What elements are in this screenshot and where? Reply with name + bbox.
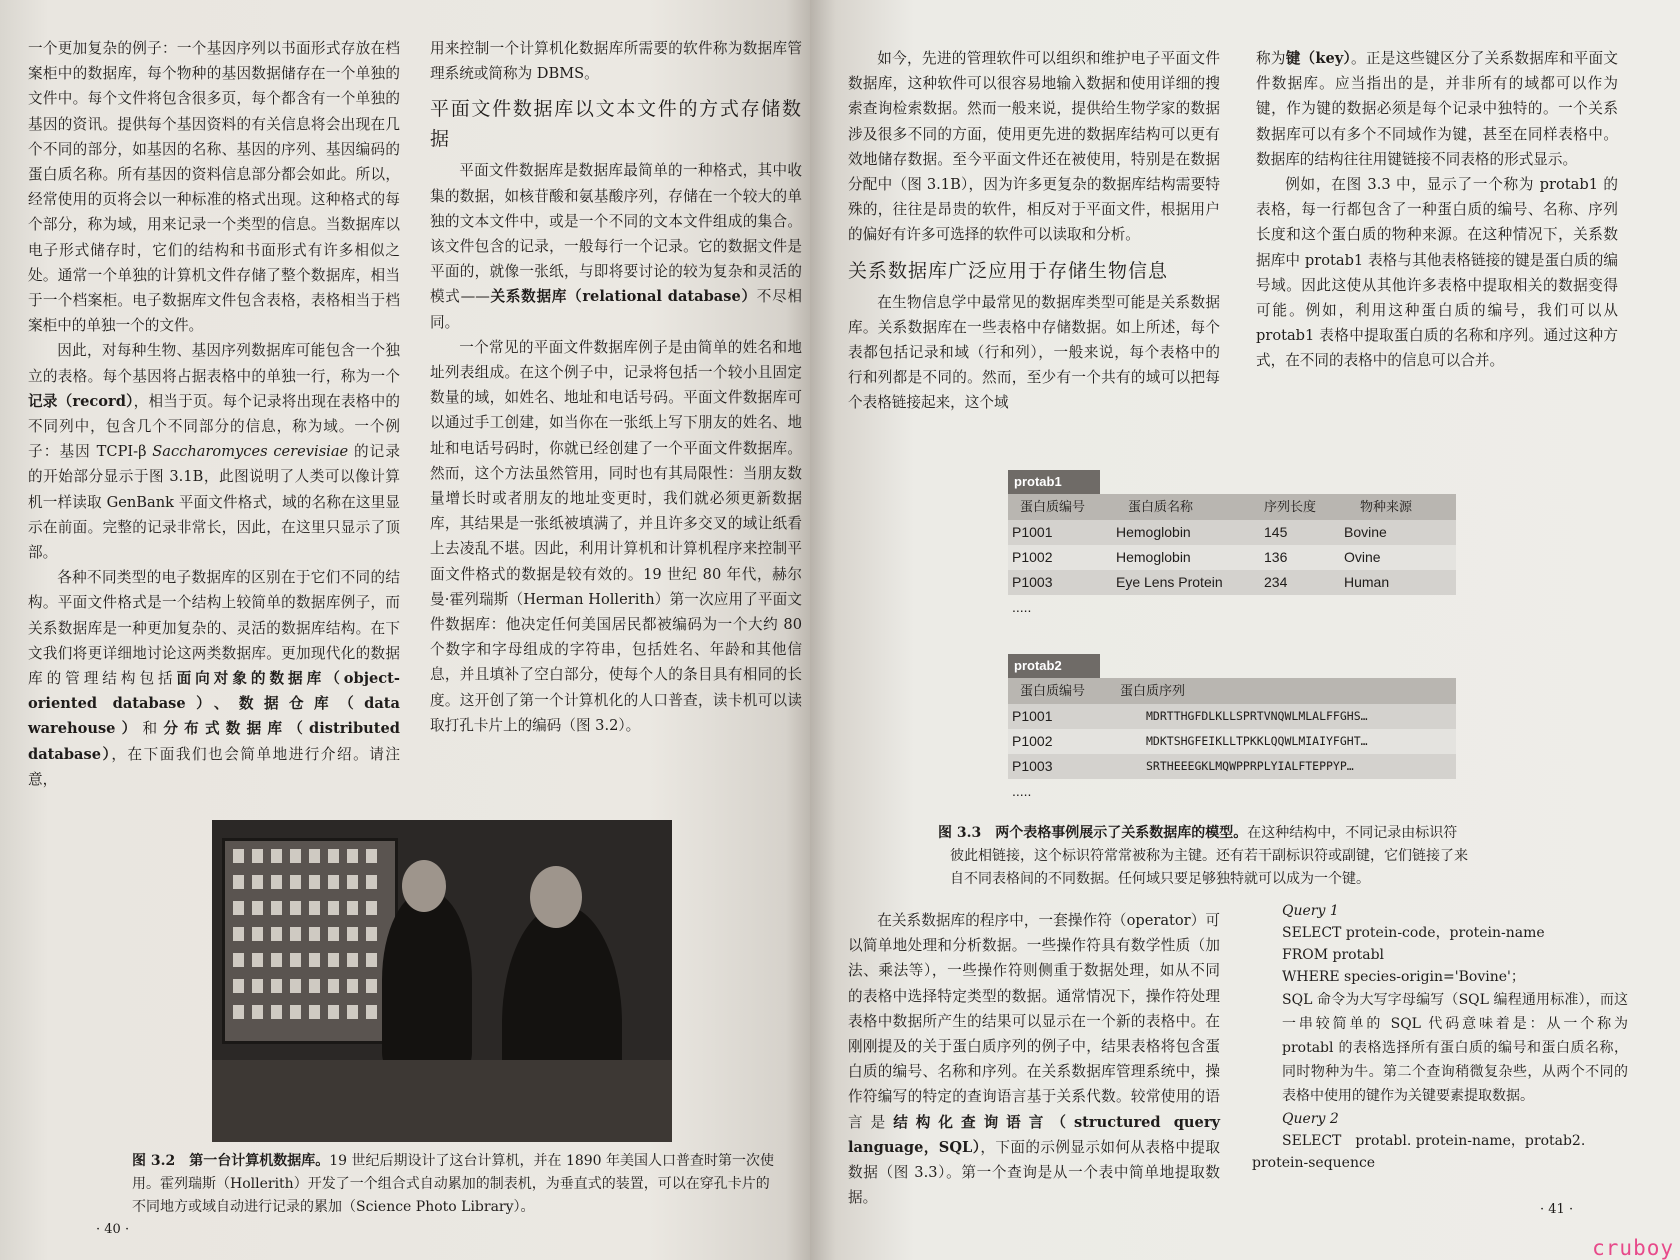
bold-term: 面向对象的数据库（object-oriented database）、数据仓库（data warehouse） — [28, 670, 400, 738]
cabinet-drawer — [347, 979, 358, 993]
cabinet-drawer — [309, 901, 320, 915]
table-row: P1003 Eye Lens Protein 234 Human — [1008, 570, 1456, 595]
left-page-column-1 — [28, 36, 400, 792]
paragraph: 用来控制一个计算机化数据库所需要的软件称为数据库管理系统或简称为 DBMS。 — [430, 40, 802, 83]
cabinet-drawer — [366, 901, 377, 915]
paragraph: 一个更加复杂的例子：一个基因序列以书面形式存放在档案柜中的数据库，每个物种的基因数据储存在一个单独的文件中。每个文件将包含很多页，每个都含有一个单独的基因的资讯。提供每个基因资料的有关信息将会出现在几个不同的部分，如基因的名称、基因的序列、基因编码的蛋白质名称。所有基因的资料信息部分都会如此。所以，经常使用的页将会以一种标准的格式出现。这种格式的每个部分，称为域，用来记录一个类型的信息。当数据库以电子形式储存时，它们的结构和书面形式有许多相似之处。通常一个单独的计算机文件存储了整个数据库，相当于一个档案柜。电子数据库文件包含表格，表格相当于档案柜中的单独一个的文件。 — [28, 40, 400, 335]
person-head — [402, 860, 446, 912]
column-header: 序列长度 — [1264, 499, 1317, 514]
cabinet-drawer — [271, 927, 282, 941]
cabinet-drawer — [290, 979, 301, 993]
section-heading: 关系数据库广泛应用于存储生物信息 — [848, 259, 1169, 282]
table-row-ellipsis: ..... — [1012, 599, 1032, 615]
bold-term: 记录（record） — [28, 392, 134, 410]
tabulator-cabinet — [222, 838, 398, 1044]
cabinet-drawer — [309, 849, 320, 863]
table-name-tab: protab2 — [1008, 654, 1100, 678]
left-page — [0, 0, 810, 1260]
italic-species: Saccharomyces cerevisiae — [152, 443, 349, 461]
table-row: P1002 MDKTSHGFEIKLLTPKKLQQWLMIAIYFGHT… — [1008, 729, 1456, 754]
cabinet-drawer — [347, 927, 358, 941]
cabinet-drawer — [252, 953, 263, 967]
cabinet-drawer — [271, 953, 282, 967]
cabinet-drawer — [252, 901, 263, 915]
cabinet-drawer — [347, 875, 358, 889]
caption-label: 图 3.2 第一台计算机数据库。 — [132, 1153, 330, 1169]
cabinet-drawer — [328, 901, 339, 915]
page-number: · 40 · — [96, 1222, 130, 1237]
caption-label: 图 3.3 两个表格事例展示了关系数据库的模型。 — [938, 825, 1248, 841]
code-line: SELECT protabl. protein-name，protab2. — [1282, 1133, 1586, 1149]
cabinet-drawer — [347, 1005, 358, 1019]
figure-3-2-caption: 图 3.2 第一台计算机数据库。19 世纪后期设计了这台计算机，并在 1890 年美国人口普查时第一次使用。霍列瑞斯（Hollerith）开发了一个组合式自动累加的制表机，为垂直式的装置，可以在穿孔卡片的不同地方或域自动进行记录的累加（Science Photo Library）。 — [132, 1153, 775, 1215]
cabinet-drawer — [252, 979, 263, 993]
table-row: P1002 Hemoglobin 136 Ovine — [1008, 545, 1456, 570]
table-name-tab: protab1 — [1008, 470, 1100, 494]
bold-term: 关系数据库（relational database） — [489, 288, 757, 306]
paragraph: 例如，在图 3.3 中，显示了一个称为 protab1 的表格，每一行都包含了一种蛋白质的编号、名称、序列长度和这个蛋白质的物种来源。在这种情况下，关系数据库中 protab1 表格与其他表格链接的键是蛋白质的编号域。因此这使从其他许多表格中提取相关的数据变得可能。例如，利用这种蛋白质的编号，我们可以从 protab1 表格中提取蛋白质的名称和序列。通过这种方式，在不同的表格中的信息可以合并。 — [1256, 176, 1618, 370]
column-header: 蛋白质序列 — [1120, 683, 1186, 698]
protab1-table — [1008, 470, 1456, 625]
protab2-table — [1008, 654, 1456, 809]
cabinet-drawer — [309, 953, 320, 967]
cabinet-drawer — [366, 849, 377, 863]
column-header: 蛋白质编号 — [1020, 499, 1086, 514]
cabinet-drawer — [328, 875, 339, 889]
cabinet-drawer — [290, 901, 301, 915]
cabinet-drawer — [309, 927, 320, 941]
cabinet-drawer — [328, 1005, 339, 1019]
cabinet-drawer — [328, 849, 339, 863]
sql-query-block — [1252, 900, 1628, 1174]
cabinet-drawer — [233, 849, 244, 863]
table-row-ellipsis: ..... — [1012, 783, 1032, 799]
right-page-column-1 — [848, 46, 1220, 416]
table-row: P1001 Hemoglobin 145 Bovine — [1008, 520, 1456, 545]
cabinet-drawer — [366, 875, 377, 889]
cabinet-drawer — [252, 927, 263, 941]
person-head — [530, 866, 582, 928]
watermark-text: cruboy — [1592, 1236, 1674, 1260]
cabinet-drawer — [271, 849, 282, 863]
cabinet-drawer — [347, 901, 358, 915]
cabinet-drawer — [233, 875, 244, 889]
cabinet-drawer — [328, 953, 339, 967]
cabinet-drawer — [271, 979, 282, 993]
cabinet-drawer — [252, 875, 263, 889]
query-explanation: SQL 命令为大写字母编写（SQL 编程通用标准），而这一串较简单的 SQL 代码意味着是：从一个称为 protabl 的表格选择所有蛋白质的编号和蛋白质名称，同时物种为牛。第二个查询稍微复杂些，从两个不同的表格中使用的键作为关键要素提取数据。 — [1282, 992, 1628, 1104]
cabinet-drawer — [328, 927, 339, 941]
section-heading: 平面文件数据库以文本文件的方式存储数据 — [430, 98, 802, 151]
cabinet-drawer — [309, 1005, 320, 1019]
cabinet-drawer — [328, 979, 339, 993]
cabinet-drawer — [347, 953, 358, 967]
right-page-column-2 — [1256, 46, 1618, 374]
cabinet-drawer — [290, 953, 301, 967]
cabinet-drawer — [252, 1005, 263, 1019]
cabinet-drawer — [271, 1005, 282, 1019]
query-title: Query 1 — [1282, 903, 1339, 919]
cabinet-drawer — [309, 875, 320, 889]
cabinet-drawer — [233, 901, 244, 915]
paragraph: 因此，对每种生物、基因序列数据库可能包含一个独立的表格。每个基因将占据表格中的单独一行，称为一个记录（record），相当于页。每个记录将出现在表格中的不同列中，包含几个不同部分的信息，称为域。一个例子：基因 TCPI-β Saccharomyces cerevisiae 的记录的开始部分显示于图 3.1B，此图说明了人类可以像计算机一样读取 GenBank 平面文件格式，域的名称在这里显示在前面。完整的记录非常长，因此，在这里只显示了顶部。 — [28, 342, 400, 562]
right-page-column-1-bottom — [848, 908, 1220, 1210]
cabinet-drawer — [290, 927, 301, 941]
cabinet-drawer — [271, 901, 282, 915]
bold-term: 分布式数据库（distributed database） — [28, 720, 400, 763]
bold-term: 结构化查询语言（structured query language，SQL） — [848, 1113, 1220, 1156]
cabinet-drawer — [271, 875, 282, 889]
code-line: protein-sequence — [1252, 1155, 1376, 1171]
column-header: 物种来源 — [1360, 499, 1413, 514]
cabinet-drawer — [233, 953, 244, 967]
paragraph: 平面文件数据库是数据库最简单的一种格式，其中收集的数据，如核苷酸和氨基酸序列，存储在一个较大的单独的文本文件中，或是一个不同的文本文件组成的集合。该文件包含的记录，一般每行一个记录。它的数据文件是平面的，就像一张纸，与即将要讨论的较为复杂和灵活的模式——关系数据库（relational database）不尽相同。 — [430, 162, 802, 331]
cabinet-drawer — [366, 953, 377, 967]
cabinet-drawer — [233, 979, 244, 993]
desk — [212, 1060, 672, 1142]
cabinet-drawer — [252, 849, 263, 863]
paragraph: 称为键（key）。正是这些键区分了关系数据库和平面文件数据库。应当指出的是，并非所有的域都可以作为键，作为键的数据必须是每个记录中独特的。一个关系数据库可以有多个不同域作为键，甚至在同样表格中。数据库的结构往往用键链接不同表格的形式显示。 — [1256, 50, 1618, 168]
cabinet-drawer — [309, 979, 320, 993]
paragraph: 在关系数据库的程序中，一套操作符（operator）可以简单地处理和分析数据。一些操作符具有数学性质（加法、乘法等），一些操作符则侧重于数据处理，如从不同的表格中选择特定类型的数据。通常情况下，操作符处理表格中数据所产生的结果可以显示在一个新的表格中。在刚刚提及的关于蛋白质序列的例子中，结果表格将包含蛋白质的编号、名称和序列。在关系数据库管理系统中，操作符编写的特定的查询语言基于关系代数。较常使用的语言是结构化查询语言（structured query language，SQL），下面的示例显示如何从表格中提取数据（图 3.3）。第一个查询是从一个表中简单地提取数据。 — [848, 912, 1220, 1207]
cabinet-drawer — [366, 927, 377, 941]
query-title: Query 2 — [1282, 1111, 1339, 1127]
page-number: · 41 · — [1540, 1202, 1574, 1217]
table-row: P1003 SRTHEEEGKLMQWPPRPLYIALFTEPPYP… — [1008, 754, 1456, 779]
paragraph: 一个常见的平面文件数据库例子是由简单的姓名和地址列表组成。在这个例子中，记录将包括一个较小且固定数量的域，如姓名、地址和电话号码。平面文件数据库可以通过手工创建，如当你在一张纸上写下朋友的姓名、地址和电话号码时，你就已经创建了一个平面文件数据库。然而，这个方法虽然管用，同时也有其局限性：当朋友数量增长时或者朋友的地址变更时，我们就必须更新数据库，其结果是一张纸被填满了，并且许多交叉的域让纸看上去凌乱不堪。因此，利用计算机和计算机程序来控制平面文件格式的数据是较有效的。19 世纪 80 年代，赫尔曼·霍列瑞斯（Herman Hollerith）第一次应用了平面文件数据库：他决定任何美国居民都被编码为一个大约 80 个数字和字母组成的字符串，包括姓名、年龄和其他信息，并且填补了空白部分，使每个人的条目具有相同的长度。这开创了第一个计算机化的人口普查，读卡机可以读取打孔卡片上的编码（图 3.2）。 — [430, 338, 802, 734]
cabinet-drawer — [366, 1005, 377, 1019]
table-header-row — [1008, 678, 1456, 704]
column-header: 蛋白质编号 — [1020, 683, 1086, 698]
paragraph: 各种不同类型的电子数据库的区别在于它们不同的结构。平面文件格式是一个结构上较简单的数据库例子，而关系数据库是一种更加复杂的、灵活的数据库结构。在下文我们将更详细地讨论这两类数据库。更加现代化的数据库的管理结构包括面向对象的数据库（object-oriented database）、数据仓库（data warehouse）和分布式数据库（distributed database），在下面我们也会简单地进行介绍。请注意， — [28, 569, 400, 788]
code-line: FROM protabl — [1282, 947, 1385, 963]
person-silhouette — [382, 890, 472, 1070]
cabinet-drawer — [290, 1005, 301, 1019]
cabinet-drawer — [290, 875, 301, 889]
figure-3-3-caption: 图 3.3 两个表格事例展示了关系数据库的模型。在这种结构中，不同记录由标识符 彼此相链接，这个标识符常常被称为主键。还有若干副标识符或副键，它们链接了来 自不同表格间的不同数据。任何域只要足够独特就可以成为一个键。 — [938, 825, 1468, 887]
cabinet-drawer — [347, 849, 358, 863]
cabinet-drawer — [366, 979, 377, 993]
code-line: WHERE species-origin='Bovine'； — [1282, 969, 1525, 985]
left-page-column-2 — [430, 36, 802, 738]
bold-term: 键（key） — [1285, 50, 1352, 67]
hollerith-machine-photo — [212, 820, 672, 1142]
cabinet-drawer — [233, 1005, 244, 1019]
code-line: SELECT protein-code，protein-name — [1282, 925, 1545, 941]
paragraph: 如今，先进的管理软件可以组织和维护电子平面文件数据库，这种软件可以很容易地输入数据和使用详细的搜索查询检索数据。然而一般来说，提供给生物学家的数据涉及很多不同的方面，使用更先进的数据库结构可以更有效地储存数据。至今平面文件还在被使用，特别是在数据分配中（图 3.1B），因为许多更复杂的数据库结构需要特殊的，往往是昂贵的软件，相反对于平面文件，根据用户的偏好有许多可选择的软件可以读取和分析。 — [848, 50, 1220, 244]
cabinet-drawer — [233, 927, 244, 941]
paragraph: 在生物信息学中最常见的数据库类型可能是关系数据库。关系数据库在一些表格中存储数据。如上所述，每个表都包括记录和域（行和列），一般来说，每个表格中的行和列都是不同的。然而，至少有一个共有的域可以把每个表格链接起来，这个域 — [848, 293, 1220, 412]
cabinet-drawer — [290, 849, 301, 863]
column-header: 蛋白质名称 — [1128, 499, 1194, 514]
table-header-row — [1008, 494, 1456, 520]
table-row: P1001 MDRTTHGFDLKLLSPRTVNQWLMLALFFGHS… — [1008, 704, 1456, 729]
